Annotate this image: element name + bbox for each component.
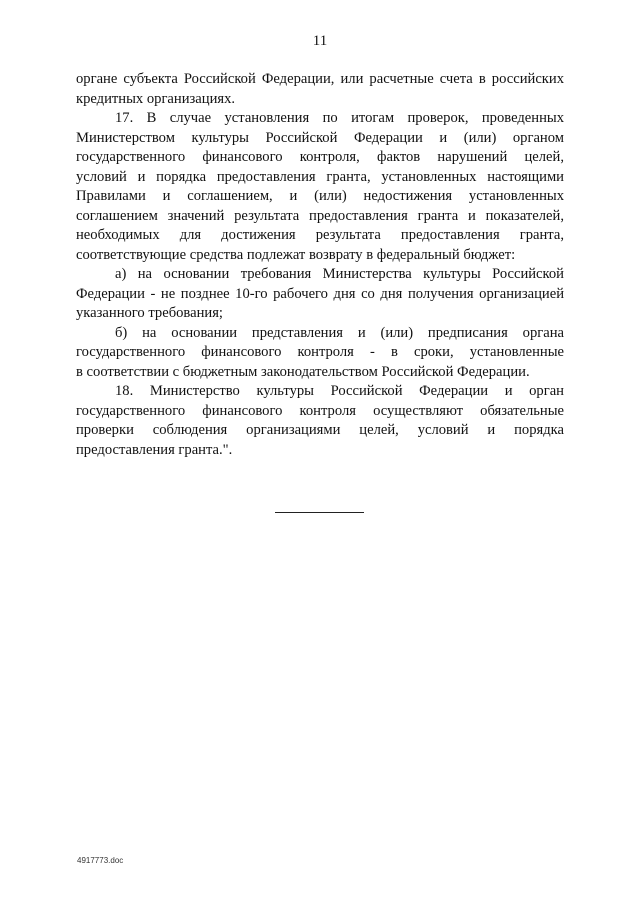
paragraph-line: государственного финансового контроля, фактов нарушений целей,: [76, 149, 564, 165]
end-of-text-divider: [275, 512, 364, 513]
paragraph-line: Министерством культуры Российской Федерации и (или) органом: [76, 129, 564, 146]
footer-filename: 4917773.doc: [77, 856, 124, 865]
paragraph-line: условий и порядка предоставления гранта, установленных настоящими: [76, 168, 564, 185]
paragraph-line: 18. Министерство культуры Российской Федерации и орган: [115, 383, 564, 399]
paragraph-line: 17. В случае установления по итогам проверок, проведенных: [115, 110, 564, 126]
paragraph-line: государственного финансового контроля - в сроки, установленные: [76, 344, 564, 360]
paragraph-line: указанного требования;: [76, 305, 223, 321]
paragraph-line: проверки соблюдения организациями целей, условий и порядка: [76, 422, 564, 438]
page-number: 11: [312, 33, 328, 49]
paragraph-line: Федерации - не позднее 10-го рабочего дня со дня получения организацией: [76, 285, 564, 302]
paragraph-line: необходимых для достижения результата предоставления гранта,: [76, 227, 564, 243]
paragraph-line: б) на основании представления и (или) предписания органа: [115, 324, 564, 341]
paragraph-line: Правилами и соглашением, и (или) недостижения установленных: [76, 188, 564, 204]
paragraph-line: органе субъекта Российской Федерации, или расчетные счета в российских: [76, 71, 564, 87]
paragraph-line: соглашением значений результата предоставления гранта и показателей,: [76, 207, 564, 224]
paragraph-line: государственного финансового контроля осуществляют обязательные: [76, 402, 564, 419]
paragraph-line: а) на основании требования Министерства культуры Российской: [115, 266, 564, 282]
paragraph-line: в соответствии с бюджетным законодательством Российской Федерации.: [76, 363, 530, 380]
paragraph-line: соответствующие средства подлежат возврату в федеральный бюджет:: [76, 246, 516, 263]
paragraph-line: кредитных организациях.: [76, 90, 236, 107]
paragraph-line: предоставления гранта.".: [76, 441, 233, 458]
document-body: [76, 70, 564, 460]
